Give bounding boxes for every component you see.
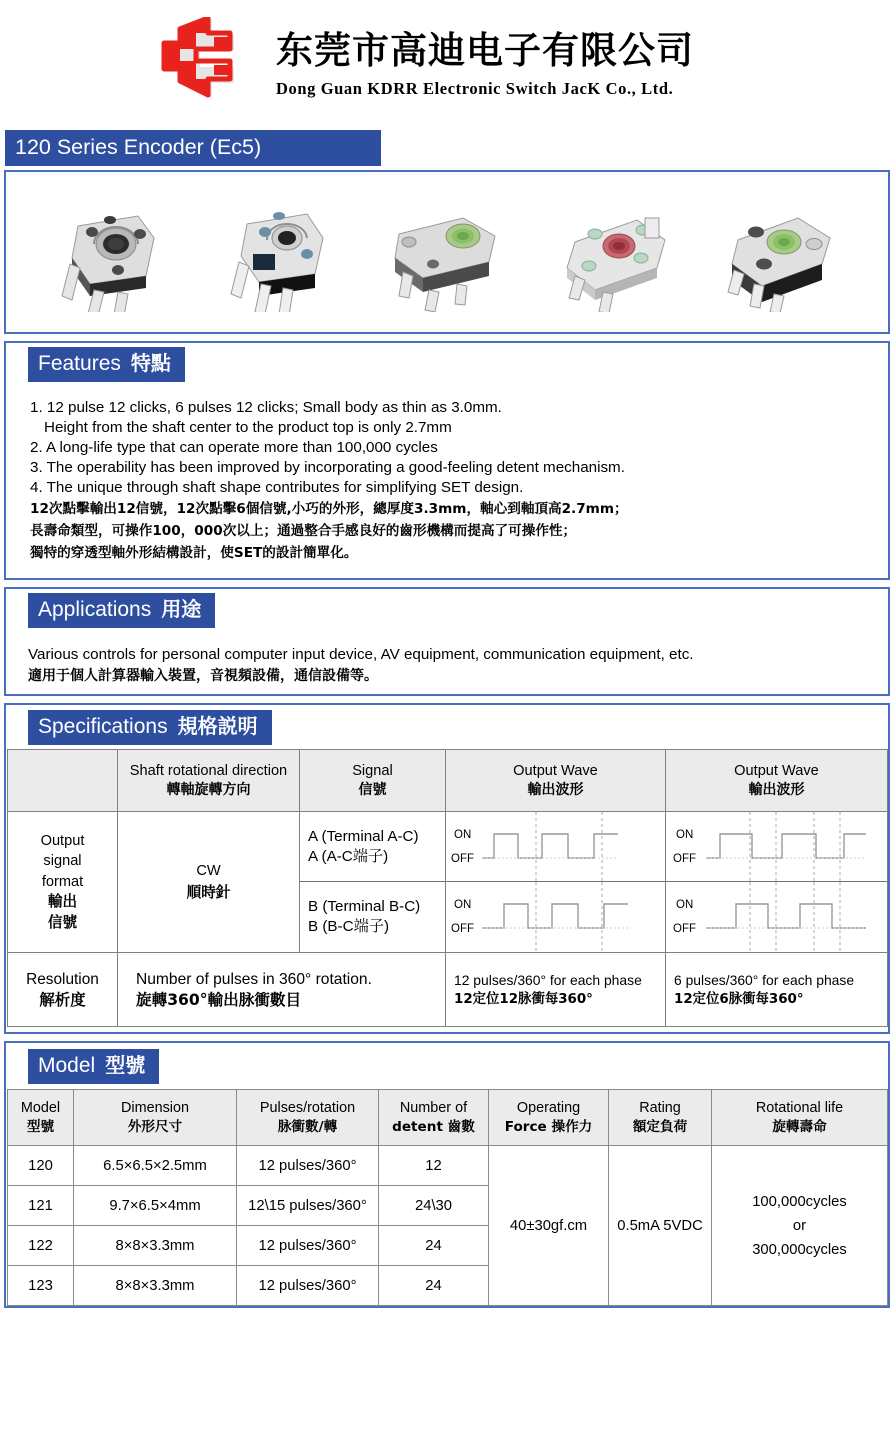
series-title-band: 120 Series Encoder (Ec5) <box>5 130 381 166</box>
model-header-pulses-cn: 脉衝數/轉 <box>277 1118 338 1135</box>
svg-text:ON: ON <box>454 829 472 841</box>
features-band <box>28 347 185 382</box>
model-life-line2: or <box>792 1217 807 1234</box>
model-box <box>4 1041 890 1308</box>
spec-header-direction <box>118 750 300 812</box>
model-cell-pulses: 12 pulses/360° <box>237 1266 379 1306</box>
spec-output-label-l3: format <box>41 873 84 890</box>
specifications-table <box>7 749 888 1027</box>
encoder-photo-120 <box>42 192 182 312</box>
spec-output-row <box>8 812 888 953</box>
model-header-detent-cn: detent 齒數 <box>392 1118 475 1135</box>
model-cell-model: 120 <box>8 1146 74 1186</box>
model-cell-pulses: 12 pulses/360° <box>237 1146 379 1186</box>
feature-item: 3. The operability has been improved by incorporating a good-feeling detent mechanism. <box>30 459 625 476</box>
svg-text:ON: ON <box>676 899 694 911</box>
spec-resolution-label <box>8 953 118 1027</box>
model-header-rating-cn: 額定負荷 <box>632 1118 688 1135</box>
model-header-life <box>712 1090 888 1146</box>
spec-header-signal <box>300 750 446 812</box>
spec-output-label-cn2: 信號 <box>47 913 78 931</box>
spec-resolution-col4 <box>666 953 888 1027</box>
svg-text:OFF: OFF <box>673 853 696 865</box>
feature-item-cn: 12次點擊輸出12信號，12次點擊6個信號,小巧的外形，總厚度3.3mm，軸心到軸頂高2.7mm； <box>30 501 628 517</box>
svg-text:OFF: OFF <box>451 923 474 935</box>
spec-resolution-desc <box>118 953 446 1027</box>
spec-resolution-col3-cn: 12定位12脉衝每360° <box>454 991 593 1007</box>
model-cell-detent: 24\30 <box>379 1186 489 1226</box>
model-band-cn: 型號 <box>105 1053 146 1077</box>
encoder-photo-121 <box>209 192 349 312</box>
model-life-line1: 100,000cycles <box>752 1193 847 1210</box>
spec-header-direction-cn: 轉軸旋轉方向 <box>166 781 251 798</box>
model-header-dimension-cn: 外形尺寸 <box>127 1118 183 1135</box>
model-cell-dimension: 8×8×3.3mm <box>74 1266 237 1306</box>
model-header-model <box>8 1090 74 1146</box>
model-header-detent <box>379 1090 489 1146</box>
model-cell-dimension: 9.7×6.5×4mm <box>74 1186 237 1226</box>
spec-header-wave-2 <box>666 750 888 812</box>
specifications-box <box>4 703 890 1034</box>
model-band <box>28 1049 159 1084</box>
spec-resolution-col4-cn: 12定位6脉衝每360° <box>674 991 804 1007</box>
model-cell-force: 40±30gf.cm <box>489 1146 609 1306</box>
spec-direction-value <box>118 812 300 953</box>
spec-header-wave-1 <box>446 750 666 812</box>
spec-signal-a-en: A (Terminal A-C) <box>308 827 419 845</box>
svg-text:OFF: OFF <box>451 853 474 865</box>
spec-resolution-row <box>8 953 888 1027</box>
model-cell-rating: 0.5mA 5VDC <box>609 1146 712 1306</box>
company-name-cn: 东莞市高迪电子有限公司 <box>276 29 694 73</box>
spec-signal-b-cn: B (B-C端子) <box>308 918 389 935</box>
specifications-band-cn: 規格説明 <box>177 714 258 738</box>
model-header-rating-en: Rating <box>639 1099 681 1116</box>
waveform-a-12 <box>446 812 665 882</box>
model-life-line3: 300,000cycles <box>752 1241 847 1258</box>
model-cell-detent: 24 <box>379 1266 489 1306</box>
features-list <box>30 398 888 564</box>
model-cell-detent: 24 <box>379 1226 489 1266</box>
company-name-block <box>276 31 694 99</box>
encoder-photo-123 <box>545 192 685 312</box>
spec-resolution-col4-en: 6 pulses/360° for each phase <box>674 971 855 988</box>
model-header-model-cn: 型號 <box>26 1118 55 1135</box>
svg-text:ON: ON <box>676 829 694 841</box>
series-title-wrap <box>5 130 890 166</box>
encoder-photo-122 <box>377 192 517 312</box>
model-table <box>7 1089 888 1306</box>
feature-item: Height from the shaft center to the product top is only 2.7mm <box>44 419 452 436</box>
feature-item-cn: 獨特的穿透型軸外形結構設計，使SET的設計簡單化。 <box>30 545 358 561</box>
spec-signal-a <box>300 827 419 867</box>
feature-item: 4. The unique through shaft shape contributes for simplifying SET design. <box>30 479 524 496</box>
svg-text:OFF: OFF <box>673 923 696 935</box>
feature-item: 2. A long-life type that can operate more than 100,000 cycles <box>30 439 438 456</box>
model-header-force-cn: Force 操作力 <box>504 1118 593 1135</box>
model-cell-life <box>712 1146 888 1306</box>
spec-output-label <box>8 812 118 953</box>
svg-text:ON: ON <box>454 899 472 911</box>
company-name-en: Dong Guan KDRR Electronic Switch JacK Co., Ltd. <box>276 78 674 98</box>
model-header-force <box>489 1090 609 1146</box>
applications-band <box>28 593 215 628</box>
model-cell-model: 123 <box>8 1266 74 1306</box>
applications-band-cn: 用途 <box>161 597 202 621</box>
model-cell-model: 121 <box>8 1186 74 1226</box>
spec-header-wave2-en: Output Wave <box>734 762 819 779</box>
feature-item-cn: 長壽命類型，可操作100，000次以上；通過整合手感良好的齒形機構而提高了可操作性； <box>30 523 577 539</box>
model-cell-pulses: 12\15 pulses/360° <box>237 1186 379 1226</box>
spec-header-direction-en: Shaft rotational direction <box>129 762 288 779</box>
features-band-cn: 特點 <box>130 351 171 375</box>
spec-resolution-desc-en: Number of pulses in 360° rotation. <box>136 970 372 988</box>
spec-resolution-col3 <box>446 953 666 1027</box>
spec-header-signal-cn: 信號 <box>358 781 387 798</box>
model-cell-dimension: 6.5×6.5×2.5mm <box>74 1146 237 1186</box>
spec-resolution-col3-en: 12 pulses/360° for each phase <box>454 971 642 988</box>
applications-line-en: Various controls for personal computer input device, AV equipment, communication equipment, etc. <box>28 646 694 663</box>
spec-signal-cell <box>300 812 446 953</box>
applications-body <box>28 644 888 688</box>
spec-signal-b-en: B (Terminal B-C) <box>308 898 421 915</box>
spec-waveform-6pulse <box>666 812 888 953</box>
spec-resolution-desc-cn: 旋轉360°輸出脉衝數目 <box>136 990 302 1009</box>
waveform-b-12 <box>446 882 665 952</box>
page-header <box>0 0 894 128</box>
spec-output-label-l2: signal <box>43 853 82 870</box>
kdrr-arrow-logo <box>150 17 262 113</box>
spec-waveform-12pulse <box>446 812 666 953</box>
model-header-detent-en: Number of <box>399 1099 468 1116</box>
model-header-dimension <box>74 1090 237 1146</box>
features-box <box>4 341 890 580</box>
model-header-life-cn: 旋轉壽命 <box>772 1118 827 1135</box>
model-cell-pulses: 12 pulses/360° <box>237 1226 379 1266</box>
model-cell-dimension: 8×8×3.3mm <box>74 1226 237 1266</box>
model-cell-detent: 12 <box>379 1146 489 1186</box>
spec-header-wave2-cn: 輸出波形 <box>748 781 805 798</box>
waveform-b-6 <box>666 882 887 952</box>
model-header-model-en: Model <box>20 1099 61 1116</box>
spec-header-wave1-en: Output Wave <box>513 762 598 779</box>
model-header-pulses <box>237 1090 379 1146</box>
applications-line-cn: 適用于個人計算器輸入裝置，音視頻設備，通信設備等。 <box>28 668 378 684</box>
spec-resolution-label-en: Resolution <box>26 970 99 988</box>
waveform-a-6 <box>666 812 887 882</box>
model-cell-model: 122 <box>8 1226 74 1266</box>
spec-output-label-cn1: 輸出 <box>47 893 78 911</box>
spec-signal-a-cn: A (A-C端子) <box>308 847 389 865</box>
model-header-life-en: Rotational life <box>755 1099 844 1116</box>
model-header-force-en: Operating <box>516 1099 581 1116</box>
spec-direction-cn: 順時針 <box>186 884 231 901</box>
specifications-band <box>28 710 272 745</box>
spec-direction-en: CW <box>196 863 221 879</box>
model-header-rating <box>609 1090 712 1146</box>
product-photo-strip <box>6 172 888 332</box>
spec-header-signal-en: Signal <box>352 762 393 779</box>
spec-resolution-label-cn: 解析度 <box>39 990 86 1009</box>
spec-header-blank <box>8 750 118 812</box>
spec-output-label-l1: Output <box>40 832 85 849</box>
spec-header-wave1-cn: 輸出波形 <box>527 781 584 798</box>
model-header-pulses-en: Pulses/rotation <box>259 1099 356 1116</box>
model-header-row <box>8 1090 888 1146</box>
features-band-en: Features <box>38 352 121 375</box>
model-band-en: Model <box>38 1054 96 1077</box>
spec-signal-b <box>300 897 420 937</box>
specifications-band-en: Specifications <box>38 715 168 738</box>
applications-band-en: Applications <box>38 598 152 621</box>
table-row <box>8 1146 888 1186</box>
model-header-dimension-en: Dimension <box>121 1099 189 1116</box>
applications-box <box>4 587 890 696</box>
product-photo-box <box>4 170 890 334</box>
spec-header-row <box>8 750 888 812</box>
encoder-photo-124 <box>712 192 852 312</box>
feature-item: 1. 12 pulse 12 clicks, 6 pulses 12 clicks; Small body as thin as 3.0mm. <box>30 399 502 416</box>
